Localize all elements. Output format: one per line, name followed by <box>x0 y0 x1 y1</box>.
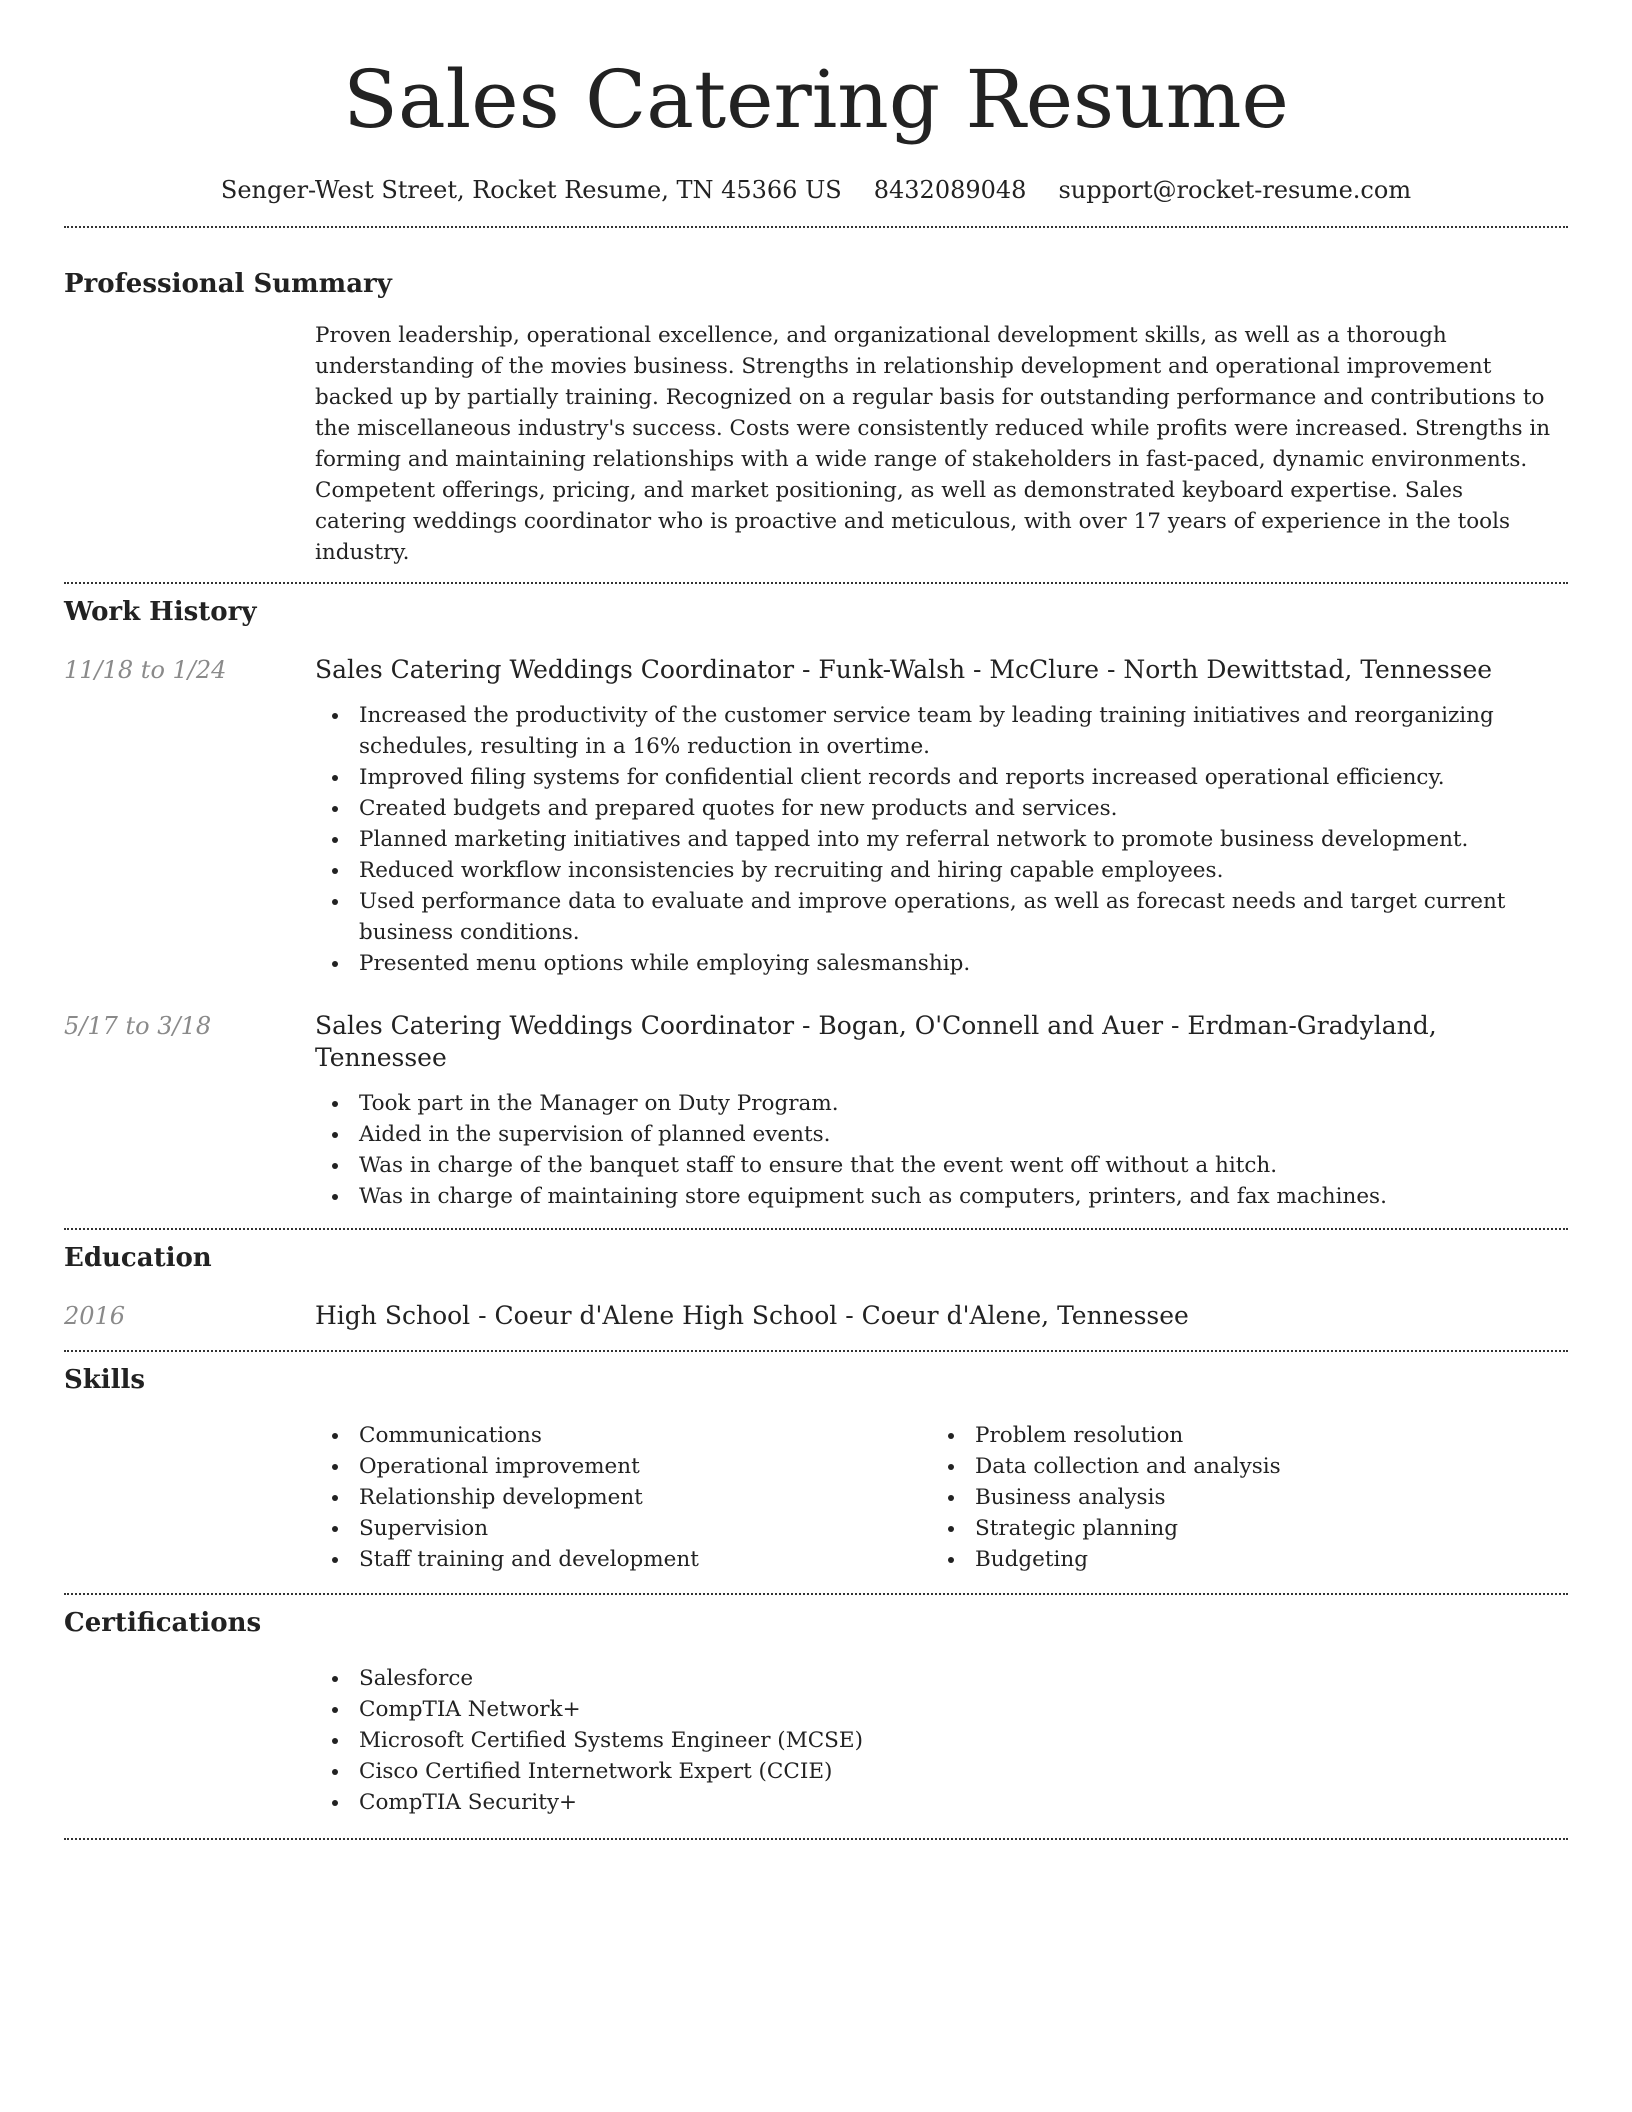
education-year: 2016 <box>64 1302 126 1330</box>
section-heading-work: Work History <box>64 597 257 627</box>
education-entry <box>64 1300 1568 1332</box>
summary-text: Proven leadership, operational excellence, and organizational development skills, as well as a thorough understanding of the movies business. Strengths in relationship development and operational improvement backed up by partially training. Recognized on a regular basis for outstanding performance and contributions to the miscellaneous industry's success. Costs were consistently reduced while profits were increased. Strengths in forming and maintaining relationships with a wide range of stakeholders in fast-paced, dynamic environments. Competent offerings, pricing, and market positioning, as well as demonstrated keyboard expertise. Sales catering weddings coordinator who is proactive and meticulous, with over 17 years of experience in the tools industry. <box>315 323 1551 565</box>
education-school: Coeur d'Alene High School <box>494 1301 838 1330</box>
education-heading <box>315 1300 1189 1332</box>
job-separator: - <box>1163 1011 1188 1040</box>
job-dates: 11/18 to 1/24 <box>64 656 227 684</box>
job-title: Sales Catering Weddings Coordinator <box>315 1011 795 1040</box>
job-entry <box>64 1010 1568 1212</box>
section-heading-education: Education <box>64 1243 212 1273</box>
skill-item: Business analysis <box>931 1482 1547 1513</box>
contact-phone: 8432089048 <box>873 176 1027 204</box>
divider <box>64 1593 1568 1595</box>
job-bullet: Created budgets and prepared quotes for new products and services. <box>315 793 1568 824</box>
certification-item: CompTIA Security+ <box>315 1787 1568 1818</box>
skill-item: Staff training and development <box>315 1544 931 1575</box>
job-bullets <box>64 700 1568 979</box>
skill-item: Data collection and analysis <box>931 1451 1547 1482</box>
resume-title: Sales Catering Resume <box>343 53 1289 146</box>
divider <box>64 1350 1568 1352</box>
divider <box>64 582 1568 584</box>
skill-item: Communications <box>315 1420 931 1451</box>
job-separator: - <box>794 655 819 684</box>
education-degree: High School <box>315 1301 471 1330</box>
skill-item: Supervision <box>315 1513 931 1544</box>
contact-email: support@rocket-resume.com <box>1058 176 1412 204</box>
skills-column-right <box>931 1420 1547 1575</box>
certification-item: Salesforce <box>315 1663 1568 1694</box>
education-separator: - <box>837 1301 862 1330</box>
divider <box>64 1228 1568 1230</box>
certification-item: Microsoft Certified Systems Engineer (MCSE) <box>315 1725 1568 1756</box>
job-bullet: Used performance data to evaluate and improve operations, as well as forecast needs and target current business conditions. <box>315 886 1568 948</box>
section-heading-skills: Skills <box>64 1365 146 1395</box>
job-entry <box>64 654 1568 979</box>
job-bullet: Reduced workflow inconsistencies by recruiting and hiring capable employees. <box>315 855 1568 886</box>
job-bullets <box>64 1088 1568 1212</box>
job-company: Funk-Walsh - McClure <box>818 655 1099 684</box>
job-location: Erdman-Gradyland, Tennessee <box>315 1011 1437 1072</box>
contact-info <box>64 174 1568 206</box>
job-separator: - <box>1099 655 1124 684</box>
skills-list <box>64 1420 1568 1575</box>
section-heading-summary: Professional Summary <box>64 269 392 299</box>
divider <box>64 226 1568 228</box>
job-bullet: Planned marketing initiatives and tapped into my referral network to promote business development. <box>315 824 1568 855</box>
contact-address: Senger-West Street, Rocket Resume, TN 45366 US <box>220 176 842 204</box>
job-bullet: Was in charge of the banquet staff to ensure that the event went off without a hitch. <box>315 1150 1568 1181</box>
certifications-list <box>64 1663 1568 1818</box>
education-separator: - <box>470 1301 495 1330</box>
job-company: Bogan, O'Connell and Auer <box>818 1011 1164 1040</box>
job-dates: 5/17 to 3/18 <box>64 1012 212 1040</box>
job-heading <box>315 1010 1568 1074</box>
job-bullet: Was in charge of maintaining store equipment such as computers, printers, and fax machines. <box>315 1181 1568 1212</box>
skill-item: Budgeting <box>931 1544 1547 1575</box>
certification-item: CompTIA Network+ <box>315 1694 1568 1725</box>
job-bullet: Took part in the Manager on Duty Program. <box>315 1088 1568 1119</box>
job-title: Sales Catering Weddings Coordinator <box>315 655 795 684</box>
job-bullet: Presented menu options while employing salesmanship. <box>315 948 1568 979</box>
job-heading <box>315 654 1492 686</box>
certification-item: Cisco Certified Internetwork Expert (CCIE) <box>315 1756 1568 1787</box>
job-bullet: Improved filing systems for confidential client records and reports increased operational efficiency. <box>315 762 1568 793</box>
job-bullet: Aided in the supervision of planned events. <box>315 1119 1568 1150</box>
skill-item: Operational improvement <box>315 1451 931 1482</box>
job-bullet: Increased the productivity of the customer service team by leading training initiatives and reorganizing schedules, resulting in a 16% reduction in overtime. <box>315 700 1568 762</box>
section-heading-certifications: Certifications <box>64 1608 262 1638</box>
divider <box>64 1838 1568 1840</box>
job-separator: - <box>794 1011 819 1040</box>
job-location: North Dewittstad, Tennessee <box>1123 655 1493 684</box>
skill-item: Relationship development <box>315 1482 931 1513</box>
skill-item: Strategic planning <box>931 1513 1547 1544</box>
skill-item: Problem resolution <box>931 1420 1547 1451</box>
education-location: Coeur d'Alene, Tennessee <box>861 1301 1189 1330</box>
skills-column-left <box>315 1420 931 1575</box>
